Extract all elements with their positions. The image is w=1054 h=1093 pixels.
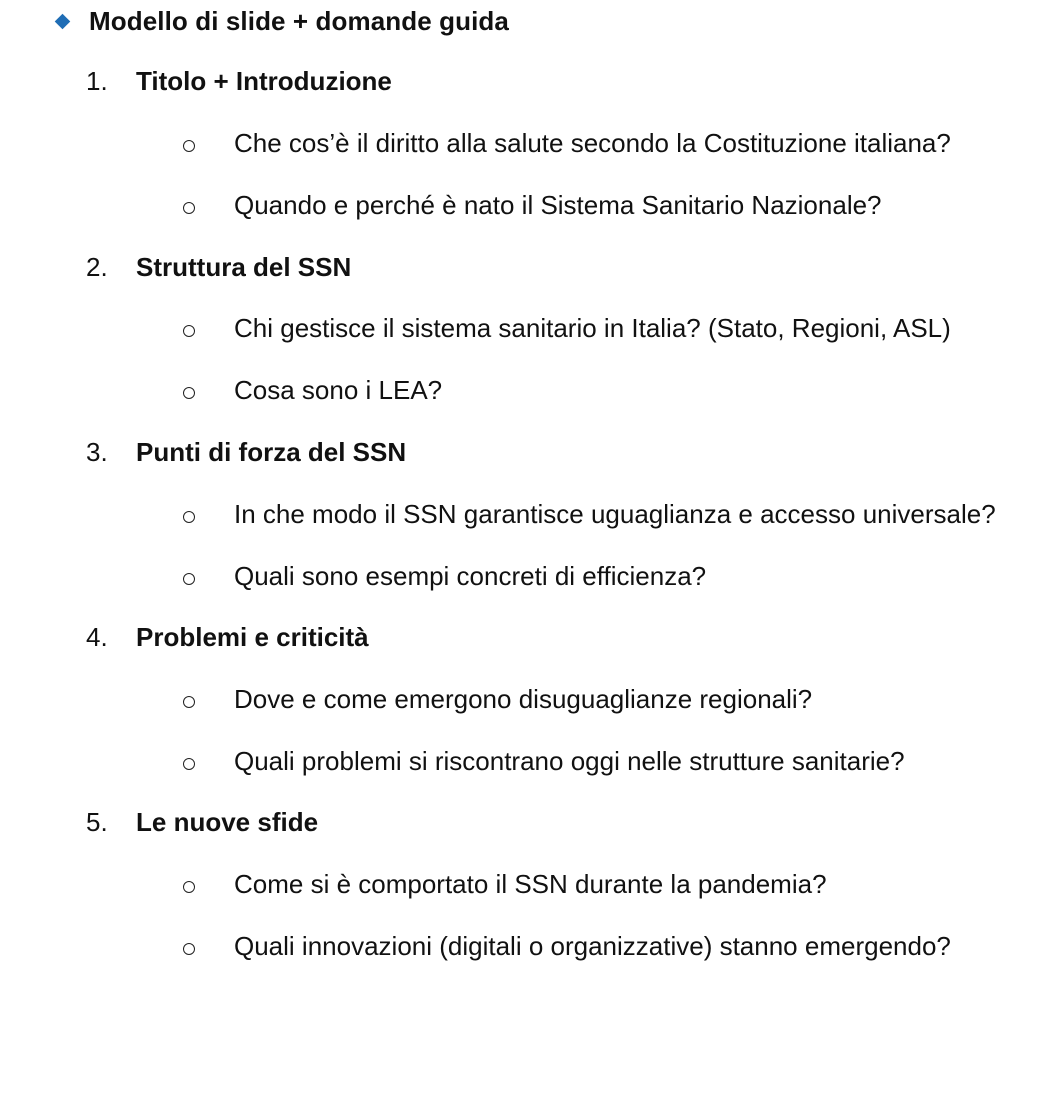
hollow-circle-bullet-icon	[183, 758, 195, 770]
question-item	[183, 867, 1054, 901]
section-title: Punti di forza del SSN	[136, 436, 407, 467]
question-text: Chi gestisce il sistema sanitario in Italia? (Stato, Regioni, ASL)	[234, 312, 951, 343]
question-text: Quali problemi si riscontrano oggi nelle strutture sanitarie?	[234, 745, 905, 776]
document-header	[52, 4, 509, 38]
hollow-circle-bullet-icon	[183, 140, 195, 152]
section-title: Titolo + Introduzione	[136, 65, 392, 96]
section-number: 4.	[86, 621, 108, 652]
document-title: Modello di slide + domande guida	[89, 5, 509, 36]
question-item	[183, 559, 1054, 593]
question-text: Quando e perché è nato il Sistema Sanitario Nazionale?	[234, 189, 882, 220]
question-text: Che cos’è il diritto alla salute secondo la Costituzione italiana?	[234, 127, 951, 158]
question-item	[183, 929, 1054, 963]
question-text: In che modo il SSN garantisce uguaglianza e accesso universale?	[234, 498, 996, 529]
section-title: Le nuove sfide	[136, 806, 319, 837]
diamond-bullet-icon	[55, 13, 71, 29]
question-text: Come si è comportato il SSN durante la pandemia?	[234, 868, 827, 899]
question-item	[183, 682, 1054, 716]
section-number: 3.	[86, 436, 108, 467]
question-text: Quali sono esempi concreti di efficienza?	[234, 560, 707, 591]
question-item	[183, 311, 1054, 345]
section-heading-1	[86, 64, 392, 98]
section-number: 5.	[86, 806, 108, 837]
hollow-circle-bullet-icon	[183, 325, 195, 337]
hollow-circle-bullet-icon	[183, 881, 195, 893]
question-item	[183, 497, 1054, 531]
hollow-circle-bullet-icon	[183, 387, 195, 399]
section-number: 1.	[86, 65, 108, 96]
hollow-circle-bullet-icon	[183, 943, 195, 955]
question-text: Dove e come emergono disuguaglianze regionali?	[234, 683, 813, 714]
section-number: 2.	[86, 251, 108, 282]
section-title: Problemi e criticità	[136, 621, 369, 652]
section-heading-3	[86, 435, 406, 469]
section-heading-5	[86, 805, 318, 839]
hollow-circle-bullet-icon	[183, 696, 195, 708]
question-text: Cosa sono i LEA?	[234, 374, 443, 405]
question-item	[183, 126, 1054, 160]
question-item	[183, 744, 1054, 778]
section-title: Struttura del SSN	[136, 251, 352, 282]
question-item	[183, 188, 1054, 222]
question-text: Quali innovazioni (digitali o organizzative) stanno emergendo?	[234, 930, 951, 961]
section-heading-2	[86, 250, 351, 284]
section-heading-4	[86, 620, 369, 654]
hollow-circle-bullet-icon	[183, 511, 195, 523]
hollow-circle-bullet-icon	[183, 573, 195, 585]
question-item	[183, 373, 1054, 407]
hollow-circle-bullet-icon	[183, 202, 195, 214]
